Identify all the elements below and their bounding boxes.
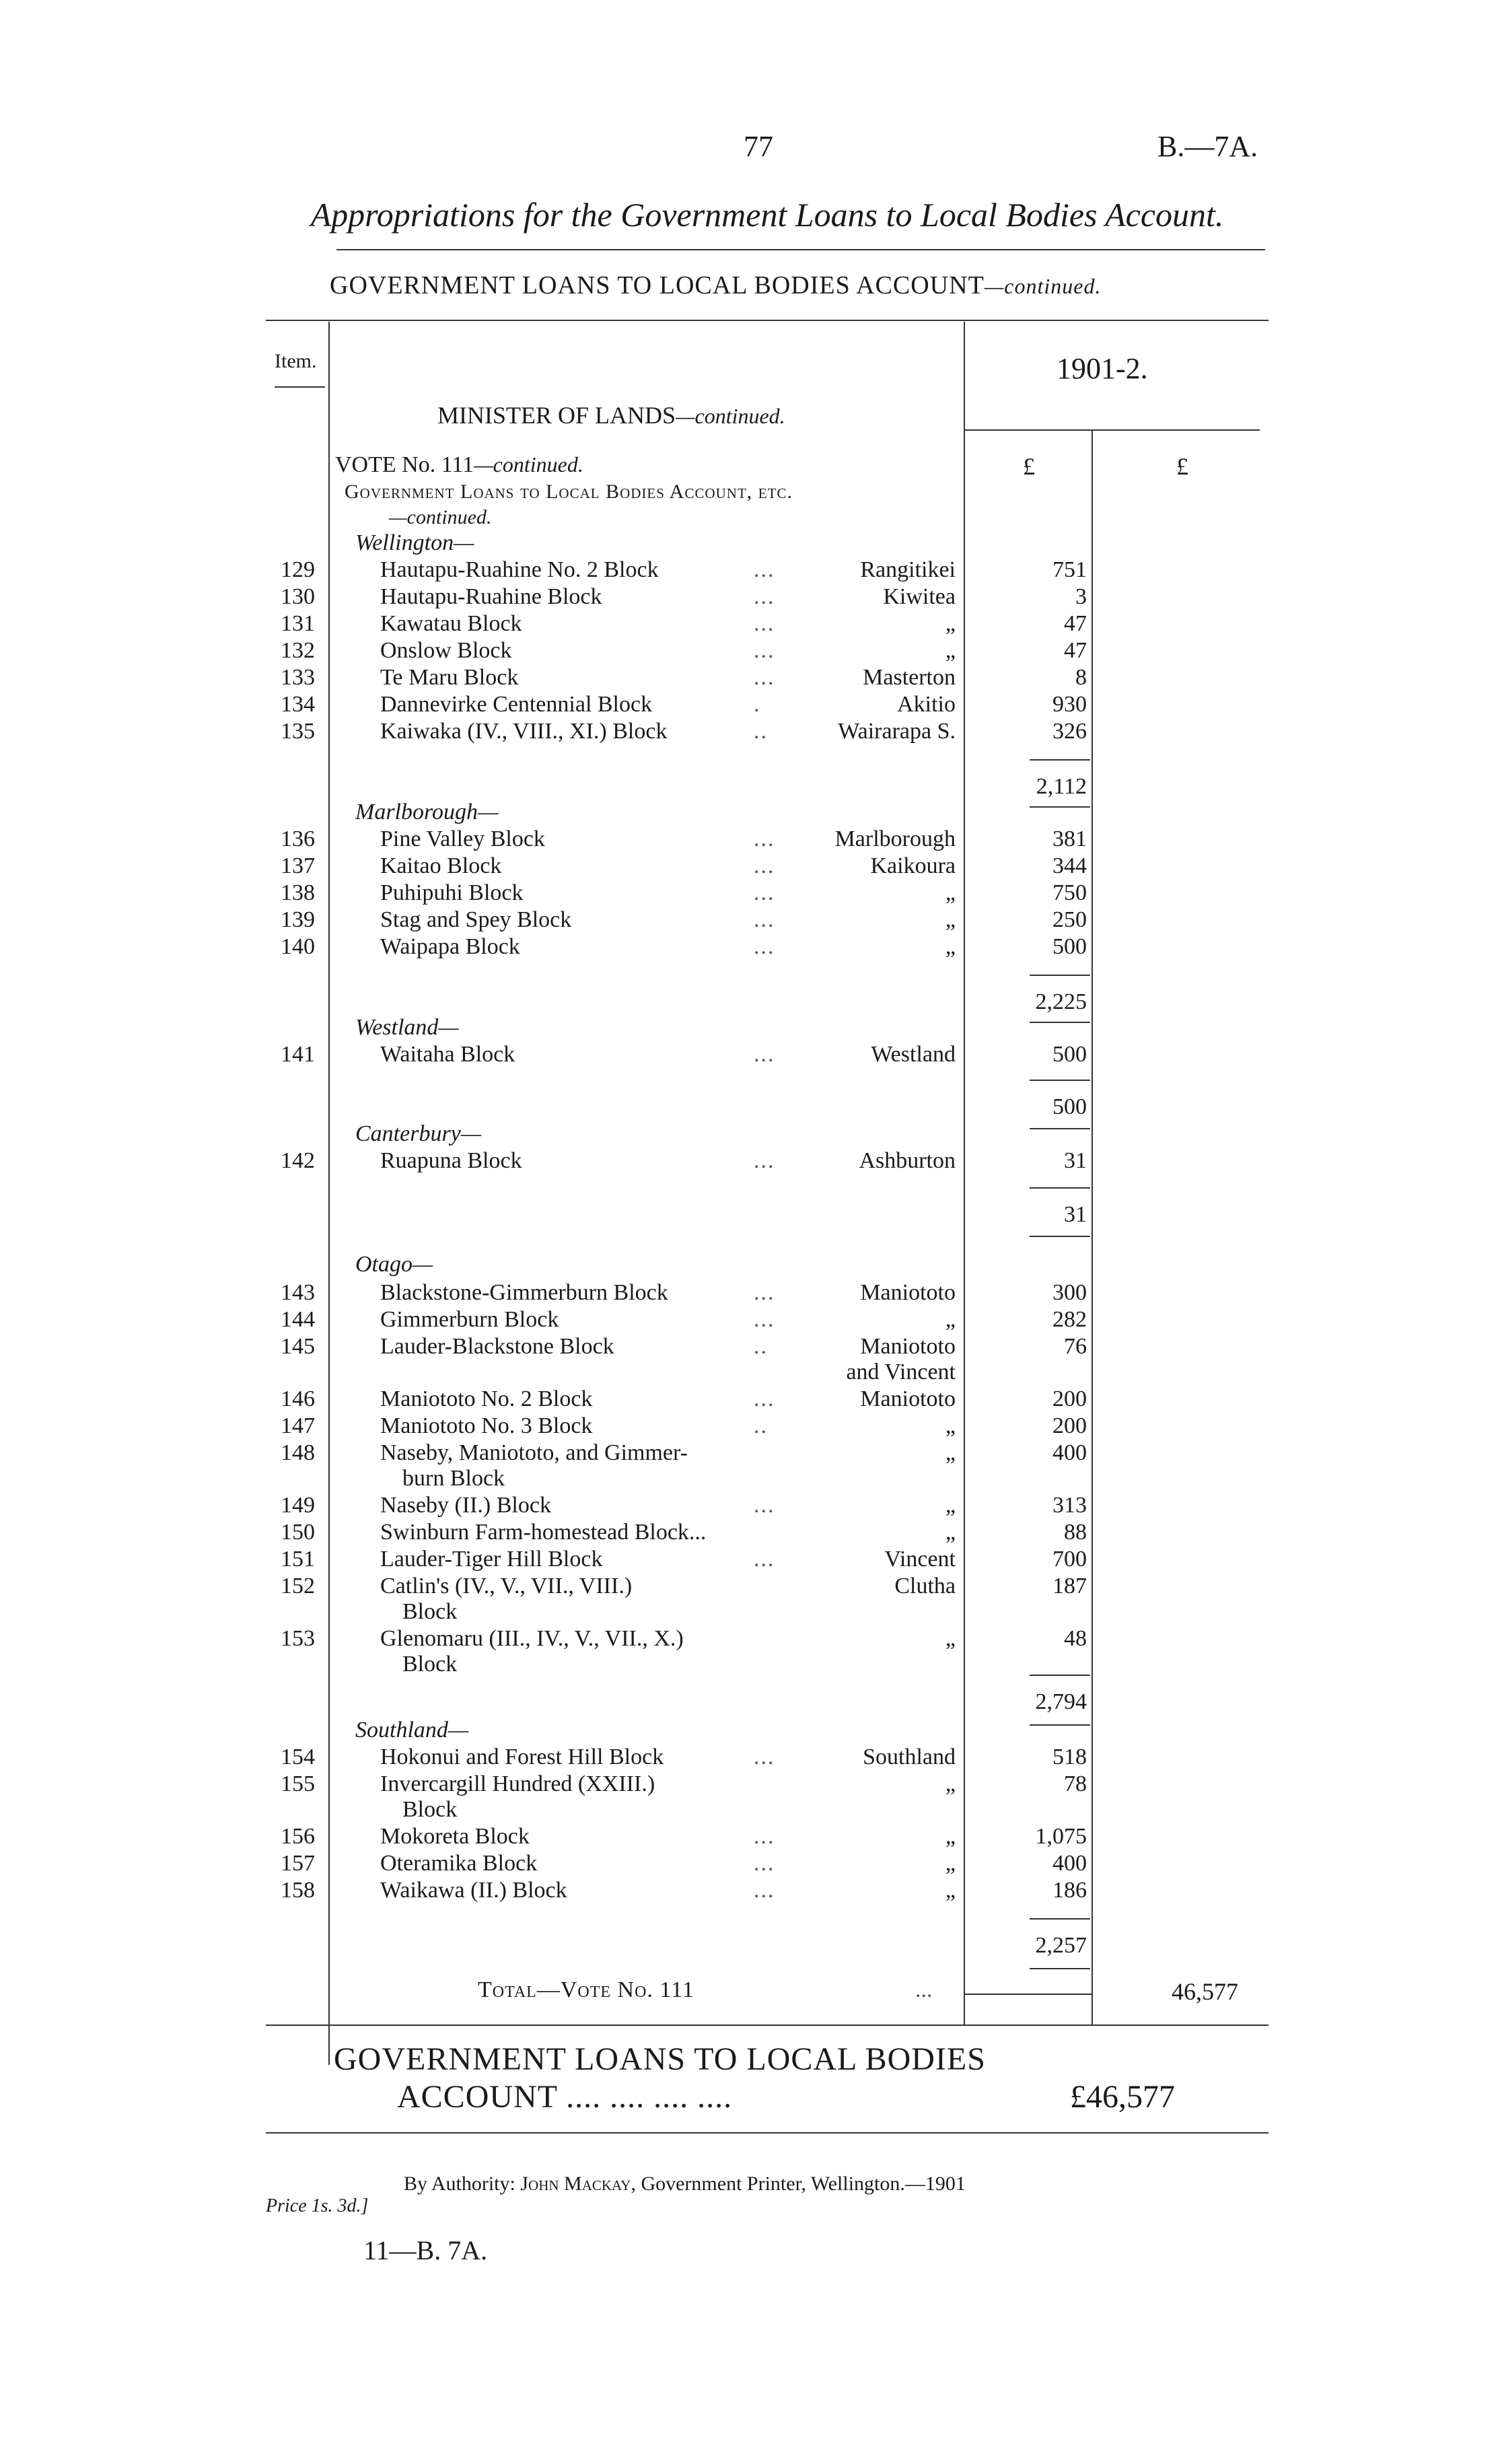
- leader-dots: ...: [754, 880, 775, 905]
- item-number: 134: [281, 692, 315, 717]
- subtotal-rule-bottom: [1030, 1968, 1090, 1969]
- district-name: „: [945, 1493, 956, 1518]
- table-row: [0, 1386, 1502, 1413]
- amount-value: 48: [1064, 1626, 1087, 1651]
- leader-dots: ...: [754, 1745, 775, 1769]
- district-name: „: [945, 934, 956, 959]
- amount-value: 518: [1052, 1745, 1087, 1769]
- table-row: [0, 638, 1502, 665]
- amount-value: 750: [1052, 880, 1087, 905]
- vote-text: VOTE No. 111: [335, 452, 474, 477]
- item-number: 153: [281, 1626, 315, 1651]
- amount-value: 313: [1052, 1493, 1087, 1518]
- block-name-continued: burn Block: [402, 1466, 505, 1491]
- leader-dots: ...: [754, 584, 775, 609]
- block-name: Mokoreta Block: [380, 1824, 530, 1849]
- region-label-westland: Westland—: [355, 1015, 459, 1040]
- leader-dots: ...: [754, 1878, 775, 1903]
- item-number: 146: [281, 1386, 315, 1411]
- district-name: Marlborough: [834, 826, 956, 851]
- amount-value: 500: [1052, 1042, 1087, 1067]
- table-row: [0, 557, 1502, 584]
- item-number: 155: [281, 1771, 315, 1796]
- table-row: [0, 665, 1502, 692]
- item-number: 148: [281, 1440, 315, 1465]
- subtotal-rule-top: [1030, 759, 1090, 761]
- block-name: Naseby, Maniototo, and Gimmer-: [380, 1440, 688, 1465]
- leader-dots: .: [754, 692, 761, 717]
- region-subtotal-otago: 2,794: [1035, 1689, 1087, 1714]
- leader-dots: ...: [754, 611, 775, 636]
- district-name: Rangitikei: [860, 557, 956, 582]
- amount-value: 326: [1052, 719, 1087, 744]
- footer-reference: 11—B. 7A.: [363, 2235, 488, 2265]
- block-name: Hautapu-Ruahine No. 2 Block: [380, 557, 659, 582]
- subtotal-rule-top: [1030, 1675, 1090, 1676]
- item-number: 137: [281, 853, 315, 878]
- table-row: [0, 1745, 1502, 1771]
- subtotal-rule-top: [1030, 1080, 1090, 1081]
- table-bottom-rule: [266, 2025, 1268, 2026]
- leader-dots: ...: [754, 1307, 775, 1332]
- district-name: Clutha: [894, 1574, 956, 1598]
- vote-suffix: —continued.: [474, 452, 583, 477]
- amount-value: 282: [1052, 1307, 1087, 1332]
- item-number: 139: [281, 907, 315, 932]
- minister-text: MINISTER OF LANDS: [437, 402, 676, 429]
- amount-value: 250: [1052, 907, 1087, 932]
- district-name: Masterton: [863, 665, 956, 690]
- block-name: Kaitao Block: [380, 853, 502, 878]
- region-label-wellington: Wellington—: [355, 530, 474, 555]
- item-number: 140: [281, 934, 315, 959]
- region-subtotal-canterbury: 31: [1064, 1202, 1087, 1227]
- summary-rule: [266, 2132, 1268, 2134]
- item-number: 154: [281, 1745, 315, 1769]
- block-name-continued: Block: [402, 1797, 458, 1822]
- table-row: [0, 1520, 1502, 1547]
- region-subtotal-westland: 500: [1052, 1094, 1087, 1119]
- block-name-continued: Block: [402, 1599, 458, 1624]
- block-name: Ruapuna Block: [380, 1148, 522, 1173]
- region-subtotal-southland: 2,257: [1035, 1933, 1087, 1958]
- district-name: „: [945, 1851, 956, 1876]
- table-row: [0, 1771, 1502, 1798]
- district-name: „: [945, 1824, 956, 1849]
- table-row: [0, 880, 1502, 907]
- minister-heading: [437, 401, 785, 429]
- district-name: „: [945, 638, 956, 663]
- amount-value: 200: [1052, 1386, 1087, 1411]
- subtotal-rule-top: [1030, 1187, 1090, 1189]
- block-name: Waipapa Block: [380, 934, 520, 959]
- district-name: Southland: [863, 1745, 956, 1769]
- section-title: [330, 271, 1101, 300]
- item-number: 130: [281, 584, 315, 609]
- table-row: [0, 826, 1502, 853]
- page-title: Appropriations for the Government Loans to Local Bodies Account.: [310, 196, 1224, 234]
- district-name: Kaikoura: [870, 853, 956, 878]
- table-row: [0, 1547, 1502, 1574]
- printer-authority: [404, 2173, 966, 2195]
- district-name: „: [945, 1878, 956, 1903]
- amount-value: 88: [1064, 1520, 1087, 1545]
- leader-dots: ...: [754, 1547, 775, 1572]
- district-name: „: [945, 1520, 956, 1545]
- amount-value: 344: [1052, 853, 1087, 878]
- district-name: Westland: [871, 1042, 956, 1067]
- item-number: 156: [281, 1824, 315, 1849]
- district-name: „: [945, 1307, 956, 1332]
- summary-line-2: ACCOUNT .... .... .... ....: [397, 2079, 733, 2115]
- total-amount: 46,577: [1172, 1978, 1238, 2005]
- total-label: Total—Vote No. 111: [478, 1977, 694, 2002]
- table-row: [0, 611, 1502, 638]
- block-name: Swinburn Farm-homestead Block...: [380, 1520, 707, 1545]
- amount-value: 78: [1064, 1771, 1087, 1796]
- block-name: Lauder-Tiger Hill Block: [380, 1547, 603, 1572]
- table-row: [0, 907, 1502, 934]
- pound-sign-column-1: £: [1023, 453, 1035, 480]
- item-number: 138: [281, 880, 315, 905]
- block-name: Hokonui and Forest Hill Block: [380, 1745, 664, 1769]
- table-row: [0, 1307, 1502, 1334]
- table-row: [0, 1824, 1502, 1851]
- block-name: Kaiwaka (IV., VIII., XI.) Block: [380, 719, 668, 744]
- amount-value: 500: [1052, 934, 1087, 959]
- leader-dots: ...: [754, 1824, 775, 1849]
- block-name: Catlin's (IV., V., VII., VIII.): [380, 1574, 633, 1598]
- item-number: 132: [281, 638, 315, 663]
- block-name: Glenomaru (III., IV., V., VII., X.): [380, 1626, 684, 1651]
- amount-value: 31: [1064, 1148, 1087, 1173]
- block-name: Gimmerburn Block: [380, 1307, 559, 1332]
- block-name: Dannevirke Centennial Block: [380, 692, 653, 717]
- table-row: [0, 934, 1502, 961]
- block-name: Oteramika Block: [380, 1851, 538, 1876]
- vote-heading: [335, 452, 583, 478]
- block-name: Lauder-Blackstone Block: [380, 1334, 614, 1359]
- leader-dots: ...: [754, 557, 775, 582]
- item-number: 129: [281, 557, 315, 582]
- district-name: „: [945, 1771, 956, 1796]
- item-number: 144: [281, 1307, 315, 1332]
- subtotal-rule-top: [1030, 975, 1090, 976]
- district-name: Akitio: [897, 692, 956, 717]
- amount-value: 76: [1064, 1334, 1087, 1359]
- item-number: 158: [281, 1878, 315, 1903]
- item-number: 157: [281, 1851, 315, 1876]
- block-name: Hautapu-Ruahine Block: [380, 584, 602, 609]
- table-row: [0, 1148, 1502, 1175]
- leader-dots: ..: [754, 1334, 768, 1359]
- amount-value: 400: [1052, 1851, 1087, 1876]
- leader-dots: ...: [754, 1851, 775, 1876]
- amount-value: 1,075: [1035, 1824, 1087, 1849]
- block-name: Te Maru Block: [380, 665, 519, 690]
- table-row: [0, 1440, 1502, 1467]
- subtotal-rule-bottom: [1030, 1236, 1090, 1237]
- amount-value: 8: [1075, 665, 1087, 690]
- amount-value: 300: [1052, 1280, 1087, 1305]
- leader-dots: ...: [754, 1042, 775, 1067]
- item-number: 141: [281, 1042, 315, 1067]
- leader-dots: ...: [754, 1386, 775, 1411]
- section-title-suffix: —continued.: [984, 274, 1102, 298]
- item-number: 149: [281, 1493, 315, 1518]
- item-number: 145: [281, 1334, 315, 1359]
- amount-value: 47: [1064, 611, 1087, 636]
- amount-value: 200: [1052, 1413, 1087, 1438]
- district-name: „: [945, 1440, 956, 1465]
- item-header-rule: [275, 386, 325, 388]
- block-name: Puhipuhi Block: [380, 880, 524, 905]
- block-name-continued: Block: [402, 1652, 458, 1677]
- region-label-otago: Otago—: [355, 1252, 433, 1277]
- district-name: Maniototo: [860, 1386, 956, 1411]
- leader-dots: ...: [754, 853, 775, 878]
- block-name: Maniototo No. 3 Block: [380, 1413, 593, 1438]
- table-row: [0, 584, 1502, 611]
- account-heading: Government Loans to Local Bodies Account, etc.: [345, 481, 793, 503]
- leader-dots: ...: [754, 638, 775, 663]
- item-number: 142: [281, 1148, 315, 1173]
- title-rule: [336, 249, 1265, 250]
- region-label-canterbury: Canterbury—: [355, 1121, 481, 1146]
- year-column-header: 1901-2.: [1057, 352, 1148, 385]
- leader-dots: ..: [754, 1413, 768, 1438]
- table-row: [0, 1413, 1502, 1440]
- item-column-header: Item.: [275, 350, 317, 372]
- table-row: [0, 1878, 1502, 1905]
- item-number: 136: [281, 826, 315, 851]
- total-dots: ...: [915, 1977, 933, 2002]
- table-row: [0, 1334, 1502, 1361]
- account-heading-continued: —continued.: [389, 506, 492, 528]
- subtotal-rule-bottom: [1030, 1128, 1090, 1129]
- pound-sign-column-2: £: [1176, 453, 1188, 480]
- table-row: [0, 1851, 1502, 1878]
- leader-dots: ...: [754, 826, 775, 851]
- block-name: Pine Valley Block: [380, 826, 545, 851]
- amount-value: 187: [1052, 1574, 1087, 1598]
- district-name: „: [945, 880, 956, 905]
- amount-value: 47: [1064, 638, 1087, 663]
- total-rule-1: [964, 1994, 1092, 1995]
- block-name: Maniototo No. 2 Block: [380, 1386, 593, 1411]
- amount-value: 930: [1052, 692, 1087, 717]
- region-subtotal-wellington: 2,112: [1036, 774, 1087, 799]
- leader-dots: ...: [754, 907, 775, 932]
- table-row: [0, 1626, 1502, 1653]
- region-label-southland: Southland—: [355, 1718, 469, 1743]
- page-number: 77: [744, 130, 773, 163]
- table-row: [0, 719, 1502, 746]
- subtotal-rule-top: [1030, 1918, 1090, 1920]
- block-name: Stag and Spey Block: [380, 907, 572, 932]
- block-name: Invercargill Hundred (XXIII.): [380, 1771, 655, 1796]
- item-number: 133: [281, 665, 315, 690]
- block-name: Waikawa (II.) Block: [380, 1878, 567, 1903]
- amount-value: 186: [1052, 1878, 1087, 1903]
- amount-value: 700: [1052, 1547, 1087, 1572]
- item-number: 150: [281, 1520, 315, 1545]
- block-name: Blackstone-Gimmerburn Block: [380, 1280, 668, 1305]
- subtotal-rule-bottom: [1030, 1022, 1090, 1023]
- leader-dots: ...: [754, 1148, 775, 1173]
- block-name: Onslow Block: [380, 638, 512, 663]
- table-top-rule: [266, 320, 1268, 321]
- leader-dots: ...: [754, 1493, 775, 1518]
- item-number: 147: [281, 1413, 315, 1438]
- item-number: 131: [281, 611, 315, 636]
- item-number: 151: [281, 1547, 315, 1572]
- year-header-rule: [964, 429, 1260, 431]
- block-name: Naseby (II.) Block: [380, 1493, 551, 1518]
- price: Price 1s. 3d.]: [266, 2195, 369, 2216]
- district-name: Kiwitea: [883, 584, 956, 609]
- leader-dots: ..: [754, 719, 768, 744]
- table-row: [0, 1574, 1502, 1600]
- block-name: Waitaha Block: [380, 1042, 515, 1067]
- minister-suffix: —continued.: [676, 404, 785, 428]
- item-number: 152: [281, 1574, 315, 1598]
- table-row: [0, 1042, 1502, 1069]
- document-reference: B.—7A.: [1157, 130, 1258, 163]
- summary-amount: £46,577: [1070, 2079, 1175, 2115]
- amount-value: 381: [1052, 826, 1087, 851]
- table-row: [0, 853, 1502, 880]
- region-label-marlborough: Marlborough—: [355, 800, 499, 824]
- authority-prefix: By Authority:: [404, 2173, 515, 2195]
- leader-dots: ...: [754, 1280, 775, 1305]
- block-name: Kawatau Block: [380, 611, 522, 636]
- table-row: [0, 1493, 1502, 1520]
- district-name: Maniototo: [860, 1280, 956, 1305]
- district-name-continued: and Vincent: [846, 1360, 956, 1384]
- summary-line-1: GOVERNMENT LOANS TO LOCAL BODIES: [334, 2041, 986, 2077]
- table-row: [0, 692, 1502, 719]
- district-name: Maniototo: [860, 1334, 956, 1359]
- printer-name: John Mackay,: [520, 2173, 636, 2195]
- district-name: Vincent: [884, 1547, 956, 1572]
- amount-value: 3: [1075, 584, 1087, 609]
- table-row: [0, 1280, 1502, 1307]
- district-name: Ashburton: [859, 1148, 956, 1173]
- authority-suffix: Government Printer, Wellington.—1901: [641, 2173, 966, 2195]
- district-name: „: [945, 611, 956, 636]
- amount-value: 400: [1052, 1440, 1087, 1465]
- district-name: „: [945, 1413, 956, 1438]
- leader-dots: ...: [754, 665, 775, 690]
- amount-value: 751: [1052, 557, 1087, 582]
- district-name: „: [945, 907, 956, 932]
- item-number: 143: [281, 1280, 315, 1305]
- region-subtotal-marlborough: 2,225: [1035, 989, 1087, 1014]
- item-number: 135: [281, 719, 315, 744]
- subtotal-rule-bottom: [1030, 806, 1090, 808]
- subtotal-rule-bottom: [1030, 1724, 1090, 1726]
- leader-dots: ...: [754, 934, 775, 959]
- district-name: „: [945, 1626, 956, 1651]
- district-name: Wairarapa S.: [838, 719, 956, 744]
- section-title-text: GOVERNMENT LOANS TO LOCAL BODIES ACCOUNT: [330, 271, 985, 300]
